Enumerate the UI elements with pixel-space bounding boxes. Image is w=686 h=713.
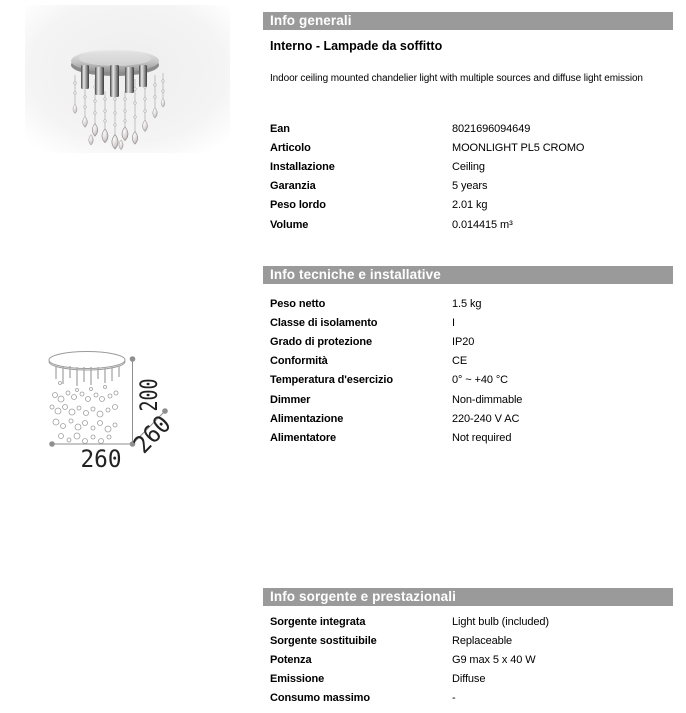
- spec-row: [263, 371, 679, 390]
- spec-row: [263, 119, 679, 138]
- spec-row: [263, 332, 679, 351]
- spec-row: [263, 689, 679, 708]
- spec-row: [263, 196, 679, 215]
- spec-value: 0.014415 m³: [452, 218, 513, 231]
- dimension-drawing: [30, 333, 210, 481]
- product-photo: [25, 5, 230, 153]
- width-dimension-label: 260: [80, 445, 122, 473]
- spec-row: [263, 631, 679, 650]
- chandelier-photo-image: [25, 5, 230, 153]
- spec-value: G9 max 5 x 40 W: [452, 653, 536, 666]
- height-dimension-label: 200: [135, 368, 163, 412]
- spec-label: Temperatura d'esercizio: [270, 374, 393, 387]
- sketch-canopy: [49, 352, 125, 371]
- depth-dimension-label: 260: [127, 408, 179, 459]
- spec-value: Replaceable: [452, 634, 513, 647]
- spec-value: 1.5 kg: [452, 297, 482, 310]
- spec-value: Non-dimmable: [452, 393, 523, 406]
- spec-table-tecniche: [263, 294, 679, 448]
- spec-label: Classe di isolamento: [270, 316, 378, 329]
- spec-label: Conformità: [270, 355, 328, 368]
- spec-label: Articolo: [270, 141, 311, 154]
- spec-value: Ceiling: [452, 160, 485, 173]
- spec-value: IP20: [452, 335, 475, 348]
- spec-label: Grado di protezione: [270, 335, 372, 348]
- spec-table-generali: [263, 119, 679, 234]
- spec-label: Potenza: [270, 653, 312, 666]
- spec-value: Not required: [452, 431, 512, 444]
- section-header-info-generali: Info generali: [263, 12, 673, 30]
- spec-row: [263, 428, 679, 447]
- spec-value: -: [452, 692, 456, 705]
- spec-row: [263, 215, 679, 234]
- spec-label: Sorgente integrata: [270, 615, 366, 628]
- spec-value: MOONLIGHT PL5 CROMO: [452, 141, 585, 154]
- category-subtitle: Interno - Lampade da soffitto: [270, 39, 443, 53]
- spec-table-sorgente: [263, 612, 679, 708]
- spec-row: [263, 409, 679, 428]
- dimension-drawing-image: [30, 333, 210, 481]
- product-description: Indoor ceiling mounted chandelier light with multiple sources and diffuse light emission: [270, 73, 643, 84]
- spec-value: I: [452, 316, 455, 329]
- spec-label: Ean: [270, 122, 290, 135]
- spec-row: [263, 177, 679, 196]
- section-header-info-sorgente: Info sorgente e prestazionali: [263, 588, 673, 606]
- spec-label: Garanzia: [270, 180, 316, 193]
- spec-value: 220-240 V AC: [452, 412, 520, 425]
- spec-row: [263, 650, 679, 669]
- spec-label: Emissione: [270, 673, 325, 686]
- spec-row: [263, 157, 679, 176]
- spec-label: Installazione: [270, 160, 335, 173]
- spec-label: Sorgente sostituibile: [270, 634, 377, 647]
- spec-label: Alimentazione: [270, 412, 344, 425]
- spec-value: 2.01 kg: [452, 199, 488, 212]
- spec-label: Volume: [270, 218, 309, 231]
- section-header-info-tecniche: Info tecniche e installative: [263, 266, 673, 284]
- spec-row: [263, 670, 679, 689]
- spec-row: [263, 313, 679, 332]
- spec-label: Peso netto: [270, 297, 326, 310]
- spec-label: Consumo massimo: [270, 692, 370, 705]
- spec-value: 8021696094649: [452, 122, 531, 135]
- spec-value: Diffuse: [452, 673, 486, 686]
- spec-row: [263, 294, 679, 313]
- spec-row: [263, 138, 679, 157]
- spec-row: [263, 612, 679, 631]
- spec-value: CE: [452, 355, 468, 368]
- spec-label: Peso lordo: [270, 199, 326, 212]
- spec-label: Alimentatore: [270, 431, 337, 444]
- spec-value: Light bulb (included): [452, 615, 549, 628]
- sketch-crystals: [50, 382, 118, 444]
- spec-value: 0° ~ +40 °C: [452, 374, 509, 387]
- spec-row: [263, 390, 679, 409]
- spec-label: Dimmer: [270, 393, 311, 406]
- spec-value: 5 years: [452, 180, 488, 193]
- spec-row: [263, 352, 679, 371]
